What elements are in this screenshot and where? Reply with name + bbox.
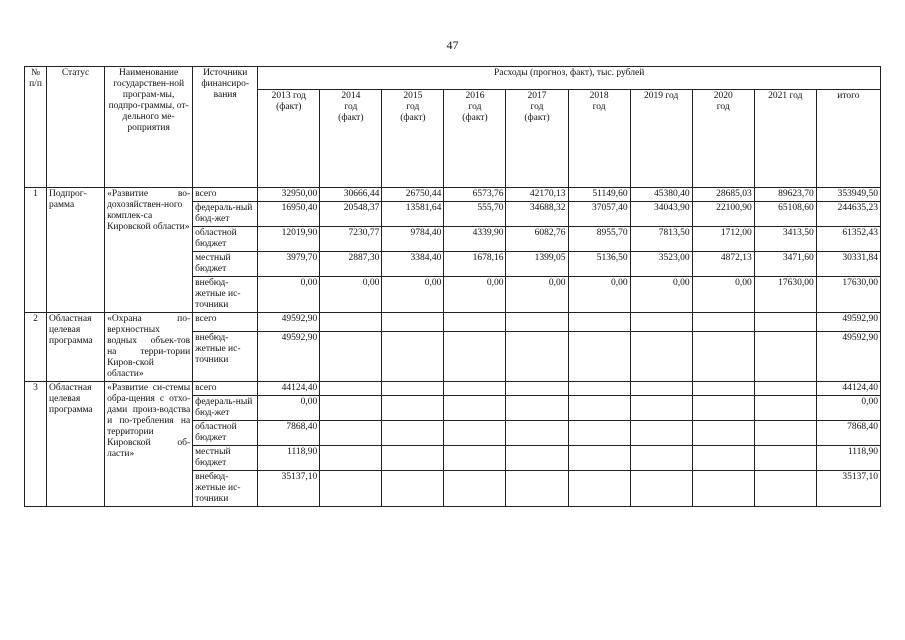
value-cell: 17630,00 — [754, 277, 816, 313]
row-number: 3 — [25, 382, 47, 507]
value-cell — [320, 446, 382, 471]
total-cell: 0,00 — [816, 396, 880, 421]
value-cell: 45380,40 — [630, 188, 692, 202]
value-cell — [754, 446, 816, 471]
value-cell — [692, 396, 754, 421]
value-cell — [506, 382, 568, 396]
value-cell — [692, 421, 754, 446]
value-cell: 0,00 — [444, 277, 506, 313]
value-cell — [568, 446, 630, 471]
table-row — [25, 382, 881, 396]
value-cell: 49592,90 — [258, 332, 320, 382]
value-cell: 26750,44 — [382, 188, 444, 202]
value-cell: 12019,90 — [258, 227, 320, 252]
value-cell: 3979,70 — [258, 252, 320, 277]
value-cell — [692, 382, 754, 396]
value-cell: 7230,77 — [320, 227, 382, 252]
funding-source: внебюд-жетные ис-точники — [193, 277, 258, 313]
row-number: 2 — [25, 313, 47, 382]
value-cell: 0,00 — [382, 277, 444, 313]
value-cell: 1399,05 — [506, 252, 568, 277]
funding-source: всего — [193, 188, 258, 202]
value-cell — [444, 396, 506, 421]
value-cell: 22100,90 — [692, 202, 754, 227]
value-cell: 28685,03 — [692, 188, 754, 202]
value-cell: 4872,13 — [692, 252, 754, 277]
funding-source: внебюд-жетные ис-точники — [193, 332, 258, 382]
funding-source: всего — [193, 313, 258, 332]
value-cell — [754, 396, 816, 421]
value-cell — [382, 332, 444, 382]
funding-source: федераль-ный бюд-жет — [193, 202, 258, 227]
row-number: 1 — [25, 188, 47, 313]
total-cell: 49592,90 — [816, 313, 880, 332]
value-cell — [692, 471, 754, 507]
header-num: № п/п — [25, 67, 47, 188]
value-cell — [320, 332, 382, 382]
row-name: «Развитие во-дохозяйствен-ного комплек-са Кировской области» — [105, 188, 193, 313]
value-cell — [382, 382, 444, 396]
header-year: 2017 год (факт) — [506, 90, 568, 188]
header-year: 2021 год — [754, 90, 816, 188]
value-cell: 1678,16 — [444, 252, 506, 277]
page-number: 47 — [446, 38, 459, 52]
value-cell: 0,00 — [568, 277, 630, 313]
value-cell: 0,00 — [258, 277, 320, 313]
value-cell — [754, 421, 816, 446]
funding-source: всего — [193, 382, 258, 396]
value-cell: 5136,50 — [568, 252, 630, 277]
value-cell: 89623,70 — [754, 188, 816, 202]
value-cell — [630, 332, 692, 382]
row-status: Подпрог-рамма — [47, 188, 105, 313]
value-cell: 4339,90 — [444, 227, 506, 252]
value-cell: 7813,50 — [630, 227, 692, 252]
value-cell — [382, 471, 444, 507]
value-cell — [630, 446, 692, 471]
value-cell — [630, 471, 692, 507]
value-cell: 1712,00 — [692, 227, 754, 252]
total-cell: 44124,40 — [816, 382, 880, 396]
table-row — [25, 188, 881, 202]
value-cell: 3384,40 — [382, 252, 444, 277]
header-status: Статус — [47, 67, 105, 188]
value-cell — [320, 382, 382, 396]
header-year: 2019 год — [630, 90, 692, 188]
table-row — [25, 313, 881, 332]
value-cell: 6082,76 — [506, 227, 568, 252]
row-name: «Развитие си-стемы обра-щения с отхо-дами произ-водства и по-требления на территории Кировской об-ласти» — [105, 382, 193, 507]
value-cell — [630, 421, 692, 446]
value-cell — [506, 396, 568, 421]
value-cell — [630, 382, 692, 396]
value-cell: 0,00 — [506, 277, 568, 313]
row-name: «Охрана по-верхностных водных объек-тов на терри-тории Киров-ской области» — [105, 313, 193, 382]
header-sources: Источники финансиро-вания — [193, 67, 258, 188]
total-cell: 244635,23 — [816, 202, 880, 227]
value-cell — [506, 446, 568, 471]
funding-source: местный бюджет — [193, 446, 258, 471]
value-cell — [568, 382, 630, 396]
value-cell — [568, 396, 630, 421]
value-cell — [630, 313, 692, 332]
value-cell — [754, 313, 816, 332]
value-cell — [382, 313, 444, 332]
value-cell: 32950,00 — [258, 188, 320, 202]
value-cell: 34688,32 — [506, 202, 568, 227]
header-year: 2015 год (факт) — [382, 90, 444, 188]
header-year: 2016 год (факт) — [444, 90, 506, 188]
value-cell — [692, 332, 754, 382]
value-cell: 20548,37 — [320, 202, 382, 227]
value-cell: 30666,44 — [320, 188, 382, 202]
total-cell: 1118,90 — [816, 446, 880, 471]
total-cell: 49592,90 — [816, 332, 880, 382]
header-year: 2014 год (факт) — [320, 90, 382, 188]
value-cell: 3413,50 — [754, 227, 816, 252]
budget-table — [24, 66, 881, 507]
value-cell — [630, 396, 692, 421]
value-cell — [320, 471, 382, 507]
value-cell — [444, 382, 506, 396]
value-cell — [692, 446, 754, 471]
value-cell — [382, 421, 444, 446]
funding-source: областной бюджет — [193, 227, 258, 252]
funding-source: федераль-ный бюд-жет — [193, 396, 258, 421]
header-year: 2018 год — [568, 90, 630, 188]
value-cell — [444, 332, 506, 382]
value-cell — [320, 396, 382, 421]
value-cell: 555,70 — [444, 202, 506, 227]
value-cell: 3471,60 — [754, 252, 816, 277]
value-cell — [506, 332, 568, 382]
value-cell: 9784,40 — [382, 227, 444, 252]
value-cell — [568, 332, 630, 382]
value-cell: 1118,90 — [258, 446, 320, 471]
value-cell — [754, 332, 816, 382]
value-cell: 16950,40 — [258, 202, 320, 227]
table-header — [25, 67, 881, 188]
value-cell: 0,00 — [692, 277, 754, 313]
value-cell: 6573,76 — [444, 188, 506, 202]
value-cell: 2887,30 — [320, 252, 382, 277]
header-expenses: Расходы (прогноз, факт), тыс. рублей — [258, 67, 881, 90]
value-cell — [568, 471, 630, 507]
value-cell: 42170,13 — [506, 188, 568, 202]
value-cell: 8955,70 — [568, 227, 630, 252]
value-cell — [382, 446, 444, 471]
value-cell — [320, 421, 382, 446]
value-cell: 35137,10 — [258, 471, 320, 507]
row-status: Областная целевая программа — [47, 382, 105, 507]
value-cell — [444, 421, 506, 446]
value-cell: 51149,60 — [568, 188, 630, 202]
value-cell — [506, 471, 568, 507]
value-cell: 44124,40 — [258, 382, 320, 396]
value-cell — [692, 313, 754, 332]
total-cell: 30331,84 — [816, 252, 880, 277]
value-cell — [754, 382, 816, 396]
value-cell — [506, 313, 568, 332]
total-cell: 61352,43 — [816, 227, 880, 252]
header-total: итого — [816, 90, 880, 188]
row-status: Областная целевая программа — [47, 313, 105, 382]
value-cell — [754, 471, 816, 507]
funding-source: местный бюджет — [193, 252, 258, 277]
value-cell: 0,00 — [258, 396, 320, 421]
value-cell — [444, 313, 506, 332]
total-cell: 7868,40 — [816, 421, 880, 446]
value-cell — [568, 421, 630, 446]
value-cell: 65108,60 — [754, 202, 816, 227]
table-body — [25, 188, 881, 507]
funding-source: областной бюджет — [193, 421, 258, 446]
total-cell: 35137,10 — [816, 471, 880, 507]
value-cell — [444, 471, 506, 507]
value-cell: 0,00 — [630, 277, 692, 313]
header-name: Наименование государствен-ной програм-мы, подпро-граммы, от-дельного ме-роприятия — [105, 67, 193, 188]
header-year: 2013 год (факт) — [258, 90, 320, 188]
value-cell — [382, 396, 444, 421]
value-cell — [320, 313, 382, 332]
value-cell: 37057,40 — [568, 202, 630, 227]
value-cell: 0,00 — [320, 277, 382, 313]
value-cell — [444, 446, 506, 471]
value-cell: 7868,40 — [258, 421, 320, 446]
value-cell: 3523,00 — [630, 252, 692, 277]
value-cell — [506, 421, 568, 446]
header-year: 2020 год — [692, 90, 754, 188]
value-cell — [568, 313, 630, 332]
value-cell: 13581,64 — [382, 202, 444, 227]
total-cell: 17630,00 — [816, 277, 880, 313]
value-cell: 49592,90 — [258, 313, 320, 332]
value-cell: 34043,90 — [630, 202, 692, 227]
funding-source: внебюд-жетные ис-точники — [193, 471, 258, 507]
total-cell: 353949,50 — [816, 188, 880, 202]
